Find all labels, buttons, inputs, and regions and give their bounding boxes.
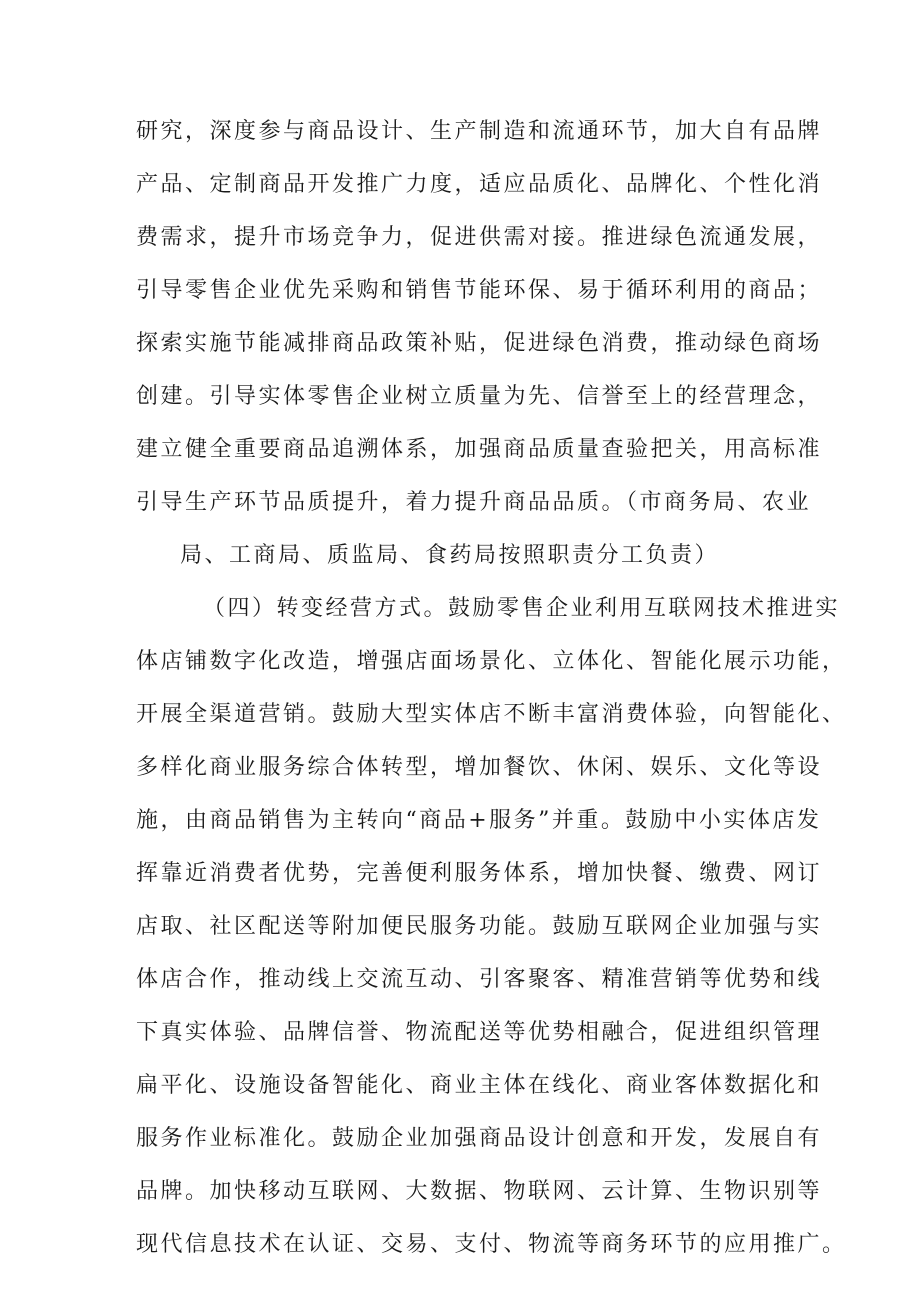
body-line: 体店合作，推动线上交流互动、引客聚客、精准营销等优势和线 — [136, 967, 823, 992]
body-line: 现代信息技术在认证、交易、支付、物流等商务环节的应用推广。 — [136, 1232, 847, 1257]
body-line: 产品、定制商品开发推广力度，适应品质化、品牌化、个性化消 — [136, 172, 823, 197]
body-line: 引导生产环节品质提升，着力提升商品品质。（市商务局、农业 — [136, 490, 812, 515]
body-line: 品牌。加快移动互联网、大数据、物联网、云计算、生物识别等 — [136, 1179, 823, 1204]
body-line: 下真实体验、品牌信誉、物流配送等优势相融合，促进组织管理 — [136, 1020, 823, 1045]
body-line: 引导零售企业优先采购和销售节能环保、易于循环利用的商品； — [136, 278, 823, 303]
body-line: 服务作业标准化。鼓励企业加强商品设计创意和开发，发展自有 — [136, 1126, 823, 1151]
body-line: 挥靠近消费者优势，完善便利服务体系，增加快餐、缴费、网订 — [136, 861, 823, 886]
body-line: 创建。引导实体零售企业树立质量为先、信誉至上的经营理念， — [136, 384, 823, 409]
body-line: 建立健全重要商品追溯体系，加强商品质量查验把关，用高标准 — [136, 437, 823, 462]
responsibility-note: 局、工商局、质监局、食药局按照职责分工负责） — [180, 543, 720, 568]
body-line: 施，由商品销售为主转向“商品+服务”并重。鼓励中小实体店发 — [136, 808, 822, 833]
body-line: 研究，深度参与商品设计、生产制造和流通环节，加大自有品牌 — [136, 119, 823, 144]
body-line: 店取、社区配送等附加便民服务功能。鼓励互联网企业加强与实 — [136, 914, 823, 939]
body-line: 体店铺数字化改造，增强店面场景化、立体化、智能化展示功能， — [136, 649, 847, 674]
body-line: 费需求，提升市场竞争力，促进供需对接。推进绿色流通发展， — [136, 225, 823, 250]
body-line: 探索实施节能减排商品政策补贴，促进绿色消费，推动绿色商场 — [136, 331, 823, 356]
body-line: 多样化商业服务综合体转型，增加餐饮、休闲、娱乐、文化等设 — [136, 755, 823, 780]
body-line: 开展全渠道营销。鼓励大型实体店不断丰富消费体验，向智能化、 — [136, 702, 847, 727]
body-line: 扁平化、设施设备智能化、商业主体在线化、商业客体数据化和 — [136, 1073, 823, 1098]
section-heading-line: （四）转变经营方式。鼓励零售企业利用互联网技术推进实 — [203, 596, 841, 621]
